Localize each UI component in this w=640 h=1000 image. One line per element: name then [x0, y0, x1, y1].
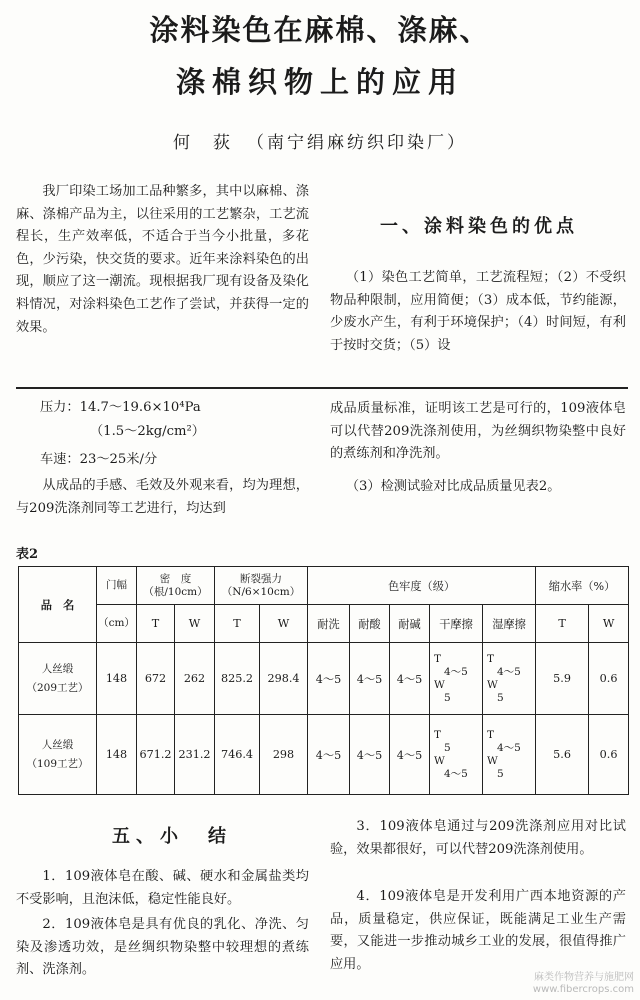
quality-comparison-table	[18, 566, 629, 795]
header-strength-label: 断裂强力	[240, 572, 282, 585]
row-2-dry-W: W	[434, 754, 445, 767]
speed-value: 23～25米/分	[79, 452, 158, 467]
summary-item-4: 4．109液体皂是开发利用广西本地资源的产品，质量稳定，供应保证，既能满足工业生产需要，又能进一步推动城乡工业的发展，很值得推广应用。	[330, 889, 626, 972]
header-strength-W: W	[260, 605, 308, 643]
speed-label: 车速：	[40, 452, 80, 467]
row-2-dry-W-val: 4～5	[444, 767, 468, 780]
header-density-unit: （根/10cm）	[143, 585, 208, 598]
row-2-density-W: 231.2	[175, 715, 215, 795]
row-1-wash: 4～5	[308, 643, 350, 715]
speed-line	[40, 449, 310, 472]
row-1-alkali: 4～5	[390, 643, 430, 715]
row-1-dry-W: W	[434, 678, 445, 691]
header-fastness: 色牢度（级）	[308, 567, 536, 605]
right-continuation-paragraph: 成品质量标准，证明该工艺是可行的，109液体皂可以代替209洗涤剂使用，为丝绸织物染整中良好的煮练剂和净洗剂。	[330, 401, 626, 462]
row-1-dry-T: T	[434, 652, 442, 665]
row-2-density-T: 671.2	[137, 715, 175, 795]
right-item-3: （3）检测试验对比成品质量见表2。	[345, 479, 561, 494]
header-wet-rub: 湿摩擦	[483, 605, 536, 643]
header-density-label: 密 度	[159, 572, 192, 585]
row-1-dry-T-val: 4～5	[444, 665, 468, 678]
row-1-shrink-W: 0.6	[589, 643, 629, 715]
row-2-alkali: 4～5	[390, 715, 430, 795]
row-1-acid: 4～5	[350, 643, 390, 715]
row-2-shrink-W: 0.6	[589, 715, 629, 795]
row-1-name-text: 人丝缎	[41, 662, 74, 675]
row-2-wet-W-val: 5	[497, 767, 504, 780]
row-2-name-text: 人丝缎	[41, 738, 74, 751]
header-shrink-W: W	[589, 605, 629, 643]
author-name: 何 荻	[173, 133, 233, 153]
row-1-dry-rub	[430, 643, 483, 715]
row-2-shrink-T: 5.6	[536, 715, 589, 795]
summary-item-1: 1．109液体皂在酸、碱、硬水和金属盐类均不受影响，且泡沫低，稳定性能良好。	[16, 869, 309, 907]
section-1-paragraph: （1）染色工艺简单，工艺流程短；（2）不受织物品种限制，应用简便；（3）成本低，节约能源，少废水产生，有利于环境保护；（4）时间短，有利于按时交货；（5）设	[330, 270, 626, 353]
section-5-heading: 五、小 结	[112, 826, 232, 847]
header-wash: 耐洗	[308, 605, 350, 643]
watermark	[533, 972, 634, 996]
table-row	[19, 643, 629, 715]
header-dry-rub: 干摩擦	[430, 605, 483, 643]
header-alkali: 耐碱	[390, 605, 430, 643]
row-1-wet-W: W	[487, 678, 498, 691]
header-strength-unit: （N/6×10cm）	[221, 585, 301, 598]
row-2-wet-T: T	[487, 728, 495, 741]
pressure-label: 压力：	[40, 400, 80, 415]
pressure-alt: （1.5～2kg/cm²）	[90, 424, 205, 439]
header-acid: 耐酸	[350, 605, 390, 643]
row-1-density-W: 262	[175, 643, 215, 715]
row-1-name	[19, 643, 97, 715]
row-2-strength-W: 298	[260, 715, 308, 795]
row-1-wet-T-val: 4～5	[497, 665, 521, 678]
author-affiliation: （南宁绢麻纺织印染厂）	[247, 133, 467, 153]
summary-item-2: 2．109液体皂是具有优良的乳化、净洗、匀染及渗透功效，是丝绸织物染整中较理想的煮练剂、洗涤剂。	[16, 917, 309, 978]
row-1-dry-W-val: 5	[444, 691, 451, 704]
title-line-1: 涂料染色在麻棉、涤麻、	[149, 13, 491, 47]
header-density-W: W	[175, 605, 215, 643]
row-1-wet-W-val: 5	[497, 691, 504, 704]
pressure-value: 14.7～19.6×10⁴Pa	[79, 400, 201, 415]
row-1-strength-T: 825.2	[215, 643, 260, 715]
row-2-width: 148	[97, 715, 137, 795]
row-2-dry-T-val: 5	[444, 741, 451, 754]
row-2-process: （109工艺）	[26, 757, 89, 770]
row-2-dry-T: T	[434, 728, 442, 741]
row-2-wet-W: W	[487, 754, 498, 767]
table-header-row-2	[19, 605, 629, 643]
table-label: 表2	[16, 547, 39, 562]
intro-paragraph: 我厂印染工场加工品种繁多，其中以麻棉、涤麻、涤棉产品为主，以往采用的工艺繁杂，工艺流程长，生产效率低，不适合于当今小批量，多花色，少污染，快交货的要求。近年来涂料染色的出现，顺应了这一潮流。现根据我厂现有设备及染化料情况，对涂料染色工艺作了尝试，并获得一定的效果。	[16, 184, 309, 335]
row-2-strength-T: 746.4	[215, 715, 260, 795]
header-product: 品 名	[19, 567, 97, 643]
result-paragraph: 从成品的手感、毛效及外观来看，均为理想，与209洗涤剂同等工艺进行，均达到	[16, 478, 309, 516]
watermark-line-1: 麻类作物营养与施肥网	[534, 972, 634, 983]
header-width: 门幅	[97, 567, 137, 605]
row-2-wet-rub	[483, 715, 536, 795]
watermark-line-2: www.fibercrops.com	[532, 984, 634, 995]
header-width-unit: （cm）	[97, 605, 137, 643]
row-2-wash: 4～5	[308, 715, 350, 795]
row-1-shrink-T: 5.9	[536, 643, 589, 715]
row-1-process: （209工艺）	[26, 681, 89, 694]
row-1-wet-T: T	[487, 652, 495, 665]
column-divider-line	[16, 387, 628, 389]
title-line-2: 涤棉织物上的应用	[175, 65, 464, 99]
row-1-strength-W: 298.4	[260, 643, 308, 715]
author-line	[0, 128, 640, 153]
header-density-T: T	[137, 605, 175, 643]
table-row	[19, 715, 629, 795]
row-1-wet-rub	[483, 643, 536, 715]
pressure-line	[40, 397, 310, 420]
summary-item-3: 3．109液体皂通过与209洗涤剂应用对比试验，效果都很好，可以代替209洗涤剂使用。	[330, 819, 626, 857]
header-density	[137, 567, 215, 605]
row-2-acid: 4～5	[350, 715, 390, 795]
header-strength	[215, 567, 308, 605]
row-2-name	[19, 715, 97, 795]
header-strength-T: T	[215, 605, 260, 643]
row-1-width: 148	[97, 643, 137, 715]
row-2-wet-T-val: 4～5	[497, 741, 521, 754]
table-header-row-1	[19, 567, 629, 605]
row-1-density-T: 672	[137, 643, 175, 715]
header-shrink: 缩水率（%）	[536, 567, 629, 605]
section-1-heading: 一、涂料染色的优点	[380, 216, 578, 237]
row-2-dry-rub	[430, 715, 483, 795]
header-shrink-T: T	[536, 605, 589, 643]
